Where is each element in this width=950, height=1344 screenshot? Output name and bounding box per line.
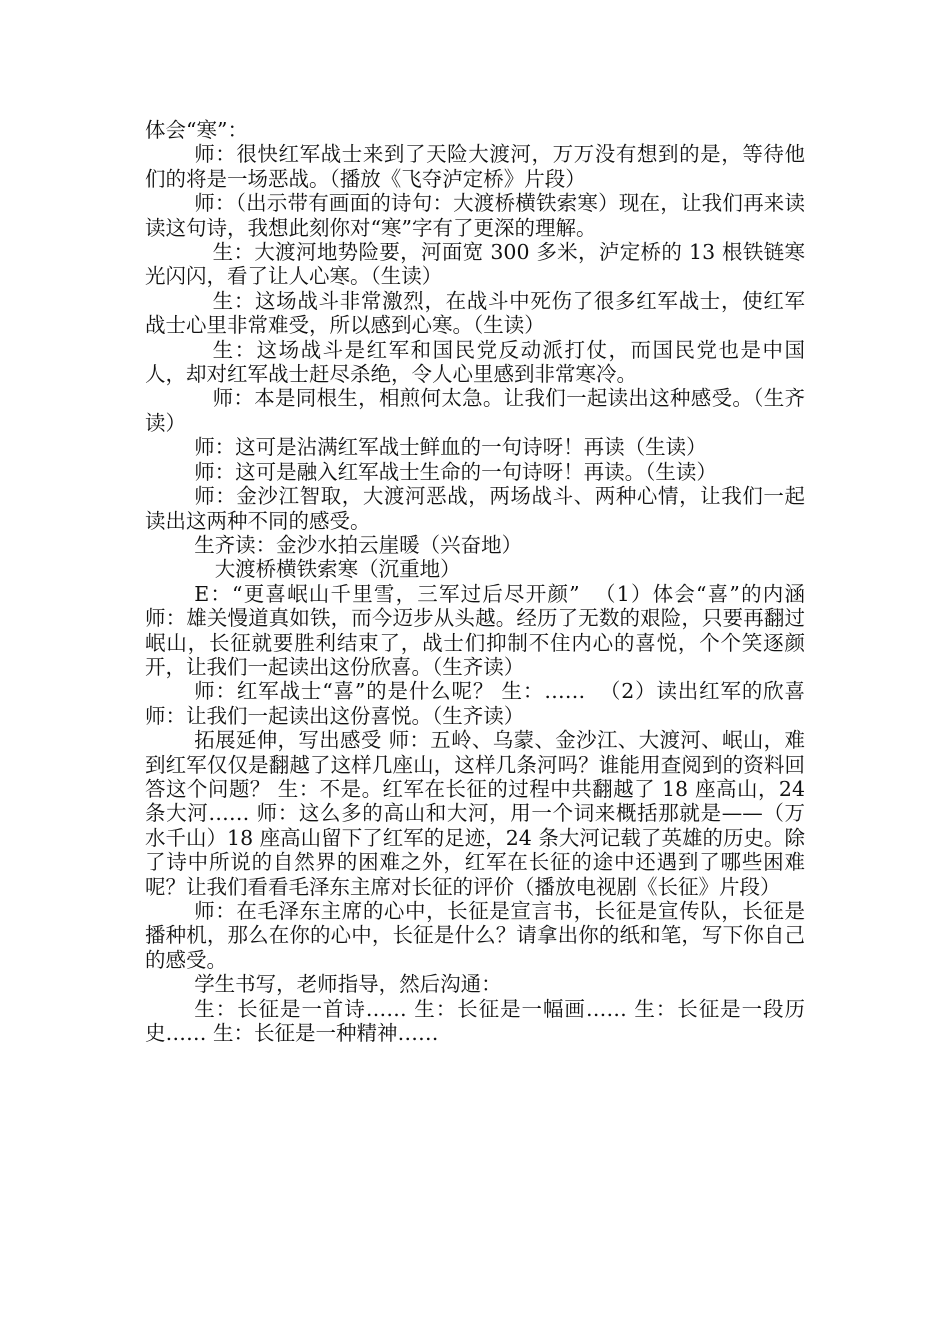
- paragraph: 生：大渡河地势险要，河面宽 300 多米，泸定桥的 13 根铁链寒光闪闪，看了让人心寒。（生读）: [145, 240, 805, 289]
- paragraph: 拓展延伸，写出感受 师：五岭、乌蒙、金沙江、大渡河、岷山，难到红军仅仅是翻越了这样几座山，这样几条河吗？谁能用查阅到的资料回答这个问题？ 生：不是。红军在长征的过程中共翻越了 18 座高山，24 条大河…… 师：这么多的高山和大河，用一个词来概括那就是——（万水千山）18 座高山留下了红军的足迹，24 条大河记载了英雄的历史。除了诗中所说的自然界的困难之外，红军在长征的途中还遇到了哪些困难呢？让我们看看毛泽东主席对长征的评价（播放电视剧《长征》片段）: [145, 728, 812, 899]
- paragraph: 大渡桥横铁索寒（沉重地）: [214, 557, 461, 582]
- paragraph: 师：红军战士“喜”的是什么呢？ 生：…… （2）读出红军的欣喜 师：让我们一起读出这份喜悦。（生齐读）: [145, 679, 812, 728]
- paragraph: 生：这场战斗是红军和国民党反动派打仗，而国民党也是中国人，却对红军战士赶尽杀绝，令人心里感到非常寒冷。: [145, 337, 805, 387]
- paragraph: 师：金沙江智取，大渡河恶战，两场战斗、两种心情，让我们一起读出这两种不同的感受。: [145, 484, 805, 533]
- paragraph: 生：这场战斗非常激烈，在战斗中死伤了很多红军战士，使红军战士心里非常难受，所以感到心寒。（生读）: [145, 288, 805, 338]
- paragraph: E：“更喜岷山千里雪，三军过后尽开颜” （1）体会“喜”的内涵 师：雄关慢道真如铁，而今迈步从头越。经历了无数的艰险，只要再翻过岷山，长征就要胜利结束了，战士们抑制不住内心的喜悦，个个笑逐颜开，让我们一起读出这份欣喜。（生齐读）: [145, 581, 812, 679]
- document-body: [145, 118, 812, 1046]
- paragraph: 生齐读：金沙水拍云崖暖（兴奋地）: [194, 532, 523, 557]
- paragraph: 师：（出示带有画面的诗句：大渡桥横铁索寒）现在，让我们再来读读这句诗，我想此刻你对“寒”字有了更深的理解。: [145, 191, 805, 240]
- paragraph: 师：在毛泽东主席的心中，长征是宣言书，长征是宣传队，长征是播种机，那么在你的心中，长征是什么？请拿出你的纸和笔，写下你自己的感受。: [145, 899, 805, 972]
- paragraph: 师：这可是融入红军战士生命的一句诗呀！再读。（生读）: [194, 459, 717, 484]
- paragraph: 生：长征是一首诗…… 生：长征是一幅画…… 生：长征是一段历史…… 生：长征是一种精神……: [145, 996, 805, 1046]
- paragraph: 学生书写，老师指导，然后沟通：: [194, 972, 502, 997]
- paragraph: 师：很快红军战士来到了天险大渡河，万万没有想到的是，等待他们的将是一场恶战。（播放《飞夺泸定桥》片段）: [145, 142, 805, 191]
- paragraph: 师：本是同根生，相煎何太急。让我们一起读出这种感受。（生齐读）: [145, 386, 805, 435]
- paragraph: 师：这可是沾满红军战士鲜血的一句诗呀！再读（生读）: [194, 435, 707, 460]
- paragraph: 体会“寒”：: [145, 118, 248, 142]
